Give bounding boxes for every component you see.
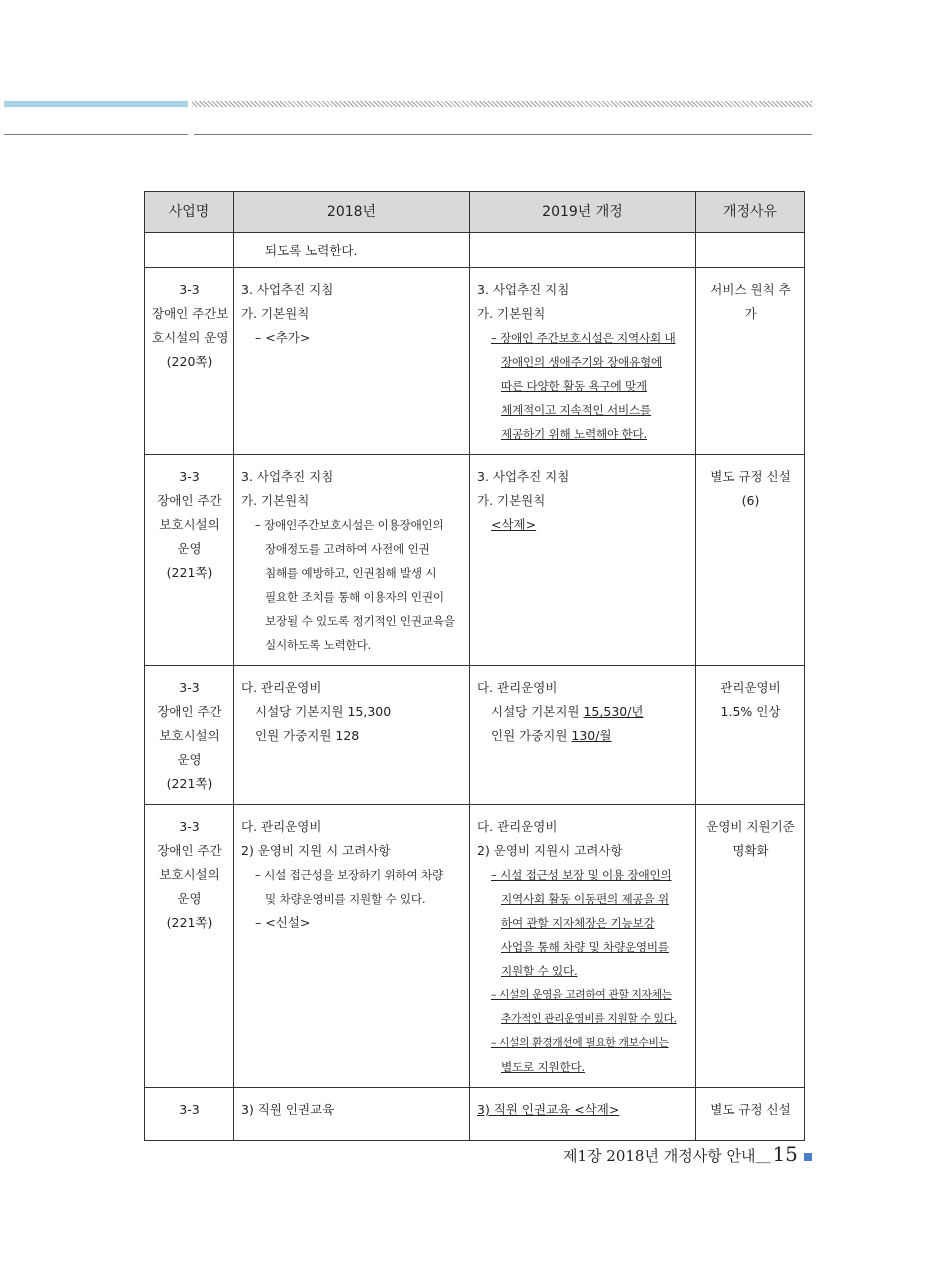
- table-row: [145, 233, 805, 268]
- text-line: 3-3: [179, 680, 200, 695]
- text-line: (221쪽): [166, 776, 213, 791]
- cell-business-name: [145, 805, 234, 1088]
- text-line: 되도록 노력한다.: [265, 243, 358, 258]
- table-row: [145, 1088, 805, 1141]
- cell-reason: [696, 233, 805, 268]
- cell-2019: [470, 805, 696, 1088]
- page-number: 15: [772, 1142, 798, 1166]
- text-line: 3. 사업추진 지침: [241, 469, 334, 484]
- text-line: 장애인 주간: [157, 704, 222, 719]
- header-business-name: 사업명: [145, 192, 234, 233]
- text-line: 운영비 지원기준: [706, 819, 795, 834]
- text-line: – 장애인주간보호시설은 이용장애인의: [255, 518, 444, 532]
- text-line: 3-3: [179, 819, 200, 834]
- text-line: 3. 사업추진 지침: [477, 469, 570, 484]
- text-line: 별도로 지원한다.: [501, 1060, 585, 1074]
- text-line: <삭제>: [491, 517, 537, 532]
- cell-business-name: [145, 233, 234, 268]
- text-line: 별도 규정 신설: [710, 469, 791, 484]
- cell-2018: [234, 455, 470, 666]
- text-line: 다. 관리운영비: [477, 819, 558, 834]
- text-line: 가. 기본원칙: [241, 306, 310, 321]
- text-line: 장애인 주간: [157, 493, 222, 508]
- base-support-value: 15,530/년: [583, 704, 644, 719]
- cell-2019: [470, 1088, 696, 1141]
- text-line: (221쪽): [166, 565, 213, 580]
- cell-2019: [470, 268, 696, 455]
- text-line: 장애정도를 고려하여 사전에 인권: [265, 542, 430, 556]
- text-line: (221쪽): [166, 915, 213, 930]
- cell-reason: [696, 268, 805, 455]
- text-line: 운영: [177, 891, 202, 906]
- text-line: – 시설 접근성 보장 및 이용 장애인의: [491, 868, 672, 882]
- text-line: 서비스 원칙 추: [710, 282, 791, 297]
- text-line: 2) 운영비 지원시 고려사항: [477, 843, 623, 858]
- text-line: [477, 700, 689, 724]
- cell-business-name: [145, 455, 234, 666]
- text-line: 추가적인 관리운영비를 지원할 수 있다.: [501, 1012, 677, 1025]
- header-revision-reason: 개정사유: [696, 192, 805, 233]
- text-line: 가: [744, 306, 757, 321]
- text-line: (220쪽): [166, 354, 213, 369]
- header-rule-left: [4, 134, 188, 135]
- text-line: 2) 운영비 지원 시 고려사항: [241, 843, 391, 858]
- cell-business-name: [145, 666, 234, 805]
- header-2019-revision: 2019년 개정: [470, 192, 696, 233]
- text-line: 지역사회 활동 이동편의 제공을 위: [501, 892, 669, 906]
- cell-2018: [234, 805, 470, 1088]
- revision-table: [144, 191, 805, 1141]
- text-line: 장애인 주간: [157, 843, 222, 858]
- text-line: 운영: [177, 541, 202, 556]
- text-line: 다. 관리운영비: [477, 680, 558, 695]
- table-row: [145, 268, 805, 455]
- text-line: 사업을 통해 차량 및 차량운영비를: [501, 940, 669, 954]
- page-footer: [563, 1142, 798, 1172]
- text-line: 별도 규정 신설: [710, 1102, 791, 1117]
- text-line: 보장될 수 있도록 정기적인 인권교육을: [265, 614, 455, 628]
- header-2018: 2018년: [234, 192, 470, 233]
- cell-business-name: [145, 268, 234, 455]
- text-line: 체계적이고 지속적인 서비스를: [501, 403, 651, 417]
- cell-2018: [234, 233, 470, 268]
- text-line: 보호시설의: [159, 867, 220, 882]
- text-line: 시설당 기본지원 15,300: [255, 704, 392, 719]
- text-line: 3. 사업추진 지침: [241, 282, 334, 297]
- text-line: 명확화: [732, 843, 769, 858]
- text-line: 가. 기본원칙: [477, 306, 546, 321]
- text-line: 보호시설의: [159, 517, 220, 532]
- text-line: [477, 724, 689, 748]
- text-line: 3. 사업추진 지침: [477, 282, 570, 297]
- text-line: 호시설의 운영: [152, 330, 229, 345]
- text-line: 관리운영비: [720, 680, 781, 695]
- text-line: 운영: [177, 752, 202, 767]
- text-line: 다. 관리운영비: [241, 680, 322, 695]
- cell-2019: [470, 233, 696, 268]
- cell-business-name: [145, 1088, 234, 1141]
- page-marker-square: [804, 1153, 812, 1161]
- text-line: 3-3: [179, 469, 200, 484]
- text-line: 다. 관리운영비: [241, 819, 322, 834]
- cell-reason: [696, 455, 805, 666]
- base-support-label: 시설당 기본지원: [491, 704, 584, 719]
- cell-2018: [234, 666, 470, 805]
- text-line: – 시설의 운영을 고려하여 관할 지자체는: [491, 988, 672, 1001]
- cell-reason: [696, 805, 805, 1088]
- text-line: 실시하도록 노력한다.: [265, 638, 371, 652]
- footer-chapter-title: 제1장 2018년 개정사항 안내: [563, 1147, 756, 1165]
- cell-2019: [470, 455, 696, 666]
- text-line: 제공하기 위해 노력해야 한다.: [501, 427, 647, 441]
- text-line: 필요한 조치를 통해 이용자의 인권이: [265, 590, 444, 604]
- text-line: 장애인의 생애주기와 장애유형에: [501, 355, 662, 369]
- text-line: 3) 직원 인권교육 <삭제>: [477, 1102, 620, 1117]
- text-line: 지원할 수 있다.: [501, 964, 578, 978]
- text-line: 인원 가중지원 128: [255, 728, 360, 743]
- table-row: [145, 805, 805, 1088]
- text-line: – <추가>: [255, 330, 311, 345]
- text-line: 침해를 예방하고, 인권침해 발생 시: [265, 566, 437, 580]
- footer-separator: ＿: [755, 1147, 771, 1165]
- text-line: – <신설>: [255, 915, 311, 930]
- cell-2018: [234, 268, 470, 455]
- text-line: 가. 기본원칙: [477, 493, 546, 508]
- text-line: 가. 기본원칙: [241, 493, 310, 508]
- text-line: 따른 다양한 활동 욕구에 맞게: [501, 379, 647, 393]
- table-row: [145, 666, 805, 805]
- text-line: – 시설의 환경개선에 필요한 개보수비는: [491, 1036, 669, 1049]
- text-line: 1.5% 인상: [720, 704, 781, 719]
- header-hatched-bar: [192, 101, 812, 107]
- header-accent-bar: [4, 101, 188, 107]
- text-line: – 시설 접근성을 보장하기 위하여 차량: [255, 868, 444, 882]
- text-line: 및 차량운영비를 지원할 수 있다.: [265, 892, 426, 906]
- text-line: 보호시설의: [159, 728, 220, 743]
- weighted-support-label: 인원 가중지원: [491, 728, 572, 743]
- text-line: (6): [741, 493, 760, 508]
- table-header-row: [145, 192, 805, 233]
- text-line: 3-3: [179, 1102, 200, 1117]
- cell-reason: [696, 1088, 805, 1141]
- cell-2019: [470, 666, 696, 805]
- header-rule-right: [194, 134, 812, 135]
- table-row: [145, 455, 805, 666]
- text-line: 3) 직원 인권교육: [241, 1102, 335, 1117]
- cell-2018: [234, 1088, 470, 1141]
- cell-reason: [696, 666, 805, 805]
- text-line: 하여 관할 지자체장은 기능보강: [501, 916, 655, 930]
- text-line: – 장애인 주간보호시설은 지역사회 내: [491, 331, 676, 345]
- text-line: 장애인 주간보: [152, 306, 229, 321]
- text-line: 3-3: [179, 282, 200, 297]
- weighted-support-value: 130/월: [571, 728, 612, 743]
